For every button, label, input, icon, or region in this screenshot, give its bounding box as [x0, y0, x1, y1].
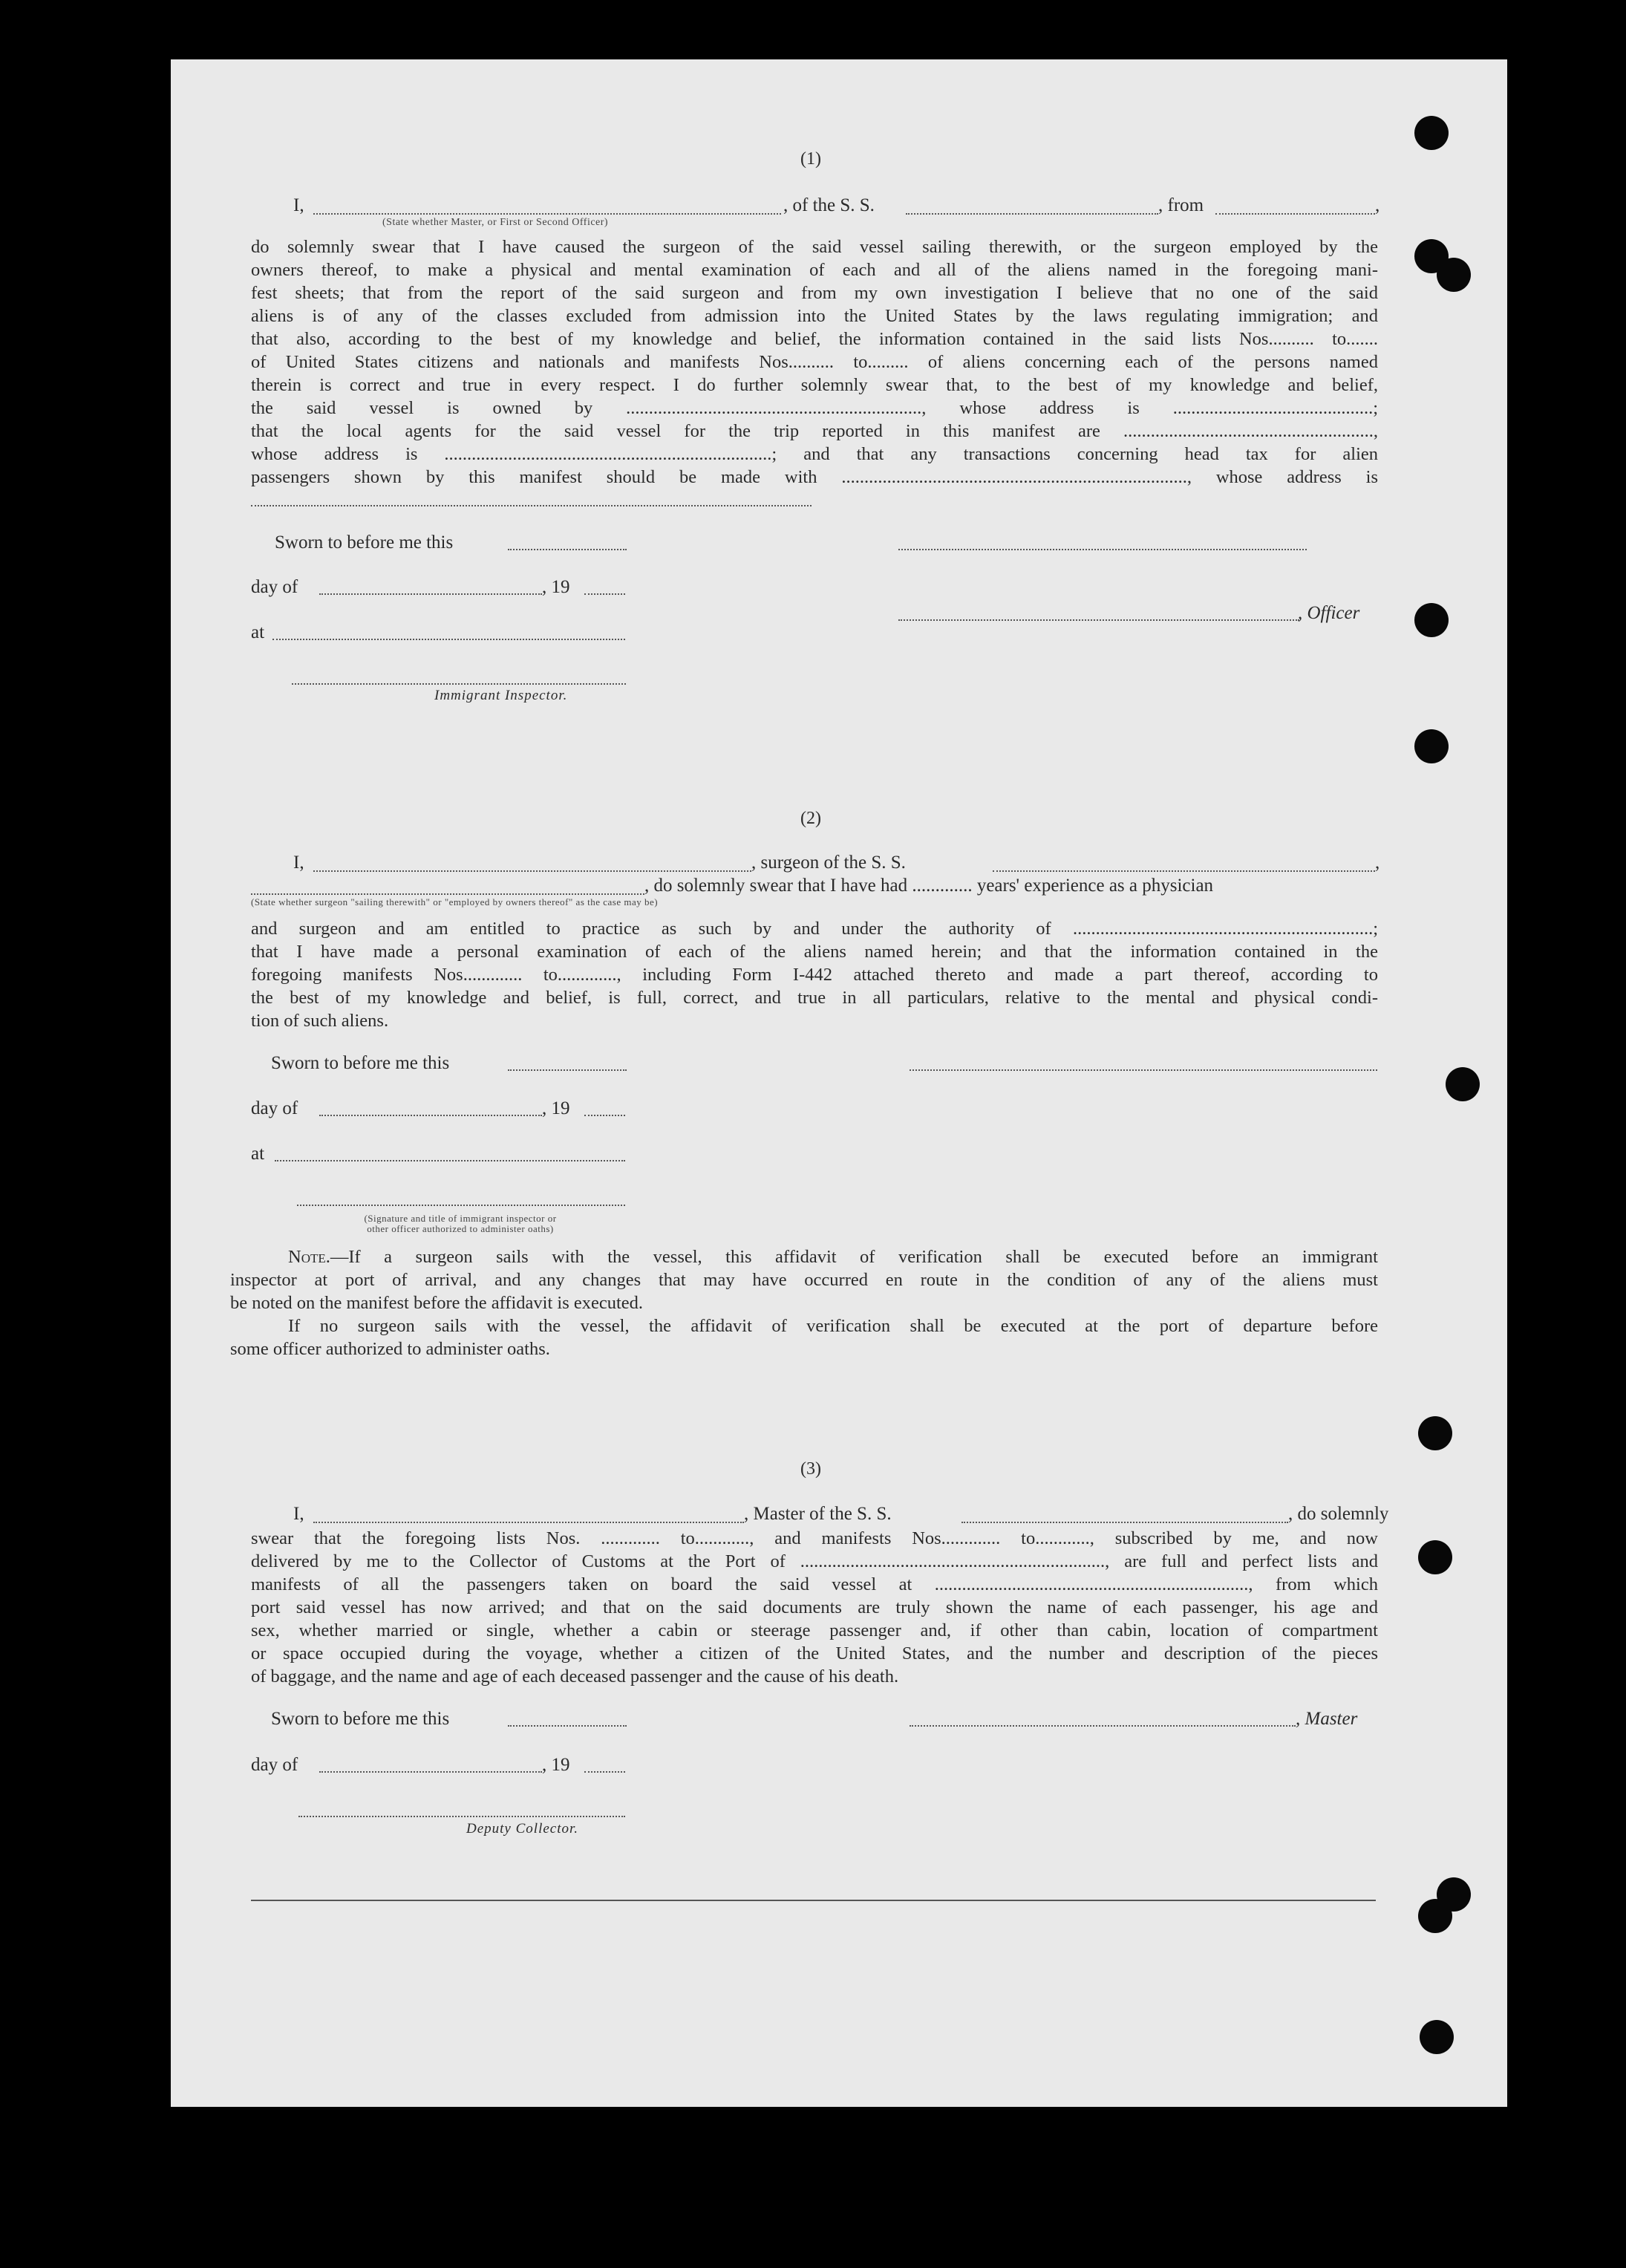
- s1-from-label: , from: [1158, 195, 1204, 215]
- s2-body-line: that I have made a personal examination of each of the aliens named herein; and that the information contained in the: [251, 942, 1378, 962]
- s3-day-of-label: day of: [251, 1755, 298, 1775]
- s1-sworn-label: Sworn to before me this: [275, 532, 454, 553]
- s1-comma: ,: [1375, 195, 1380, 215]
- s3-master-sign-label: , Master: [1296, 1709, 1358, 1729]
- punch-hole: [1414, 603, 1449, 637]
- document-sheet: [171, 59, 1507, 2107]
- s3-body-line: manifests of all the passengers taken on board the said vessel at ....................................................................., from which: [251, 1574, 1378, 1594]
- s2-body-line: tion of such aliens.: [251, 1011, 389, 1031]
- s1-from-field[interactable]: [1215, 212, 1375, 215]
- s3-body-line: sex, whether married or single, whether a cabin or steerage passenger and, if other than cabin, location of compartment: [251, 1620, 1378, 1640]
- s1-signature-field[interactable]: [898, 547, 1307, 550]
- punch-hole: [1446, 1067, 1480, 1101]
- section-1-number: (1): [800, 149, 821, 169]
- s1-inspector-signature-field[interactable]: [292, 682, 626, 685]
- punch-hole: [1420, 2020, 1454, 2054]
- s1-body-line: owners thereof, to make a physical and mental examination of each and all of the aliens named in the foregoing mani-: [251, 260, 1378, 280]
- s1-body-line: fest sheets; that from the report of the said surgeon and from my own investigation I believe that no one of the said: [251, 283, 1378, 303]
- s3-nineteen-label: , 19: [542, 1755, 570, 1775]
- s2-body-line: the best of my knowledge and belief, is full, correct, and true in all particulars, relative to the mental and physical condi-: [251, 988, 1378, 1008]
- s2-sub-note: (State whether surgeon "sailing therewith" or "employed by owners thereof" as the case may be): [251, 896, 659, 907]
- s1-body-line: passengers shown by this manifest should be made with ............................................................................, whose address is: [251, 467, 1378, 487]
- bottom-rule: [251, 1900, 1376, 1901]
- punch-hole: [1414, 729, 1449, 763]
- s2-surgeon-label: , surgeon of the S. S.: [751, 853, 906, 873]
- s3-swear-label: , do solemnly: [1288, 1504, 1389, 1524]
- s3-body-line: of baggage, and the name and age of each deceased passenger and the cause of his death.: [251, 1666, 899, 1687]
- s1-day-field[interactable]: [319, 592, 542, 595]
- s2-sig-note-line: other officer authorized to administer oaths): [367, 1223, 554, 1234]
- s1-body-line: aliens is of any of the classes excluded from admission into the United States by the laws regulating immigration; and: [251, 306, 1378, 326]
- s2-name-field[interactable]: [313, 869, 751, 872]
- s1-body-line: do solemnly swear that I have caused the surgeon of the said vessel sailing therewith, or the surgeon employed by the: [251, 237, 1378, 257]
- s1-address-field[interactable]: [251, 504, 812, 506]
- s2-year-field[interactable]: [584, 1113, 625, 1116]
- s2-day-of-label: day of: [251, 1098, 298, 1118]
- s1-nineteen-label: , 19: [542, 577, 570, 597]
- s2-note-text: —If a surgeon sails with the vessel, this affidavit of verification shall be executed before an immigrant: [330, 1247, 1378, 1267]
- s1-body-line: the said vessel is owned by ................................................................., whose address is ............................................;: [251, 398, 1378, 418]
- section-3-number: (3): [800, 1459, 821, 1479]
- s2-nineteen-label: , 19: [542, 1098, 570, 1118]
- s3-body-line: delivered by me to the Collector of Customs at the Port of ..................................................................., are full and perfect lists and: [251, 1551, 1378, 1571]
- s2-vessel-field[interactable]: [993, 869, 1375, 872]
- s1-body: [251, 235, 1378, 489]
- s2-sig-note-line: (Signature and title of immigrant inspector or: [364, 1213, 557, 1224]
- s2-inspector-signature-field[interactable]: [297, 1203, 625, 1206]
- s1-body-line: that the local agents for the said vessel for the trip reported in this manifest are .......................................................,: [251, 421, 1378, 441]
- s2-note-line-1: [230, 1245, 1378, 1268]
- s1-body-line: therein is correct and true in every respect. I do further solemnly swear that, to the best of my knowledge and belief,: [251, 375, 1378, 395]
- punch-hole: [1418, 1540, 1452, 1574]
- s2-body: [251, 917, 1378, 1032]
- s2-at-field[interactable]: [275, 1159, 625, 1161]
- punch-hole: [1418, 1416, 1452, 1450]
- s1-officer-field[interactable]: [898, 618, 1299, 621]
- s2-day-field[interactable]: [319, 1113, 542, 1116]
- s3-collector-signature-field[interactable]: [298, 1814, 625, 1817]
- s1-officer-label: , Officer: [1298, 603, 1360, 623]
- s3-sworn-field[interactable]: [508, 1724, 627, 1727]
- s1-body-line: of United States citizens and nationals and manifests Nos.......... to......... of aliens concerning each of the persons named: [251, 352, 1378, 372]
- s3-name-field[interactable]: [313, 1520, 744, 1523]
- s3-i-label: I,: [293, 1504, 304, 1524]
- s2-body-line: foregoing manifests Nos............. to............., including Form I-442 attached thereto and made a part thereof, according to: [251, 965, 1378, 985]
- s2-at-label: at: [251, 1144, 265, 1164]
- s3-sworn-label: Sworn to before me this: [271, 1709, 450, 1729]
- s3-day-field[interactable]: [319, 1770, 542, 1773]
- s3-year-field[interactable]: [584, 1770, 625, 1773]
- s3-body: [251, 1527, 1378, 1688]
- s1-body-line: whose address is ........................................................................; and that any transactions concerning head tax for alien: [251, 444, 1378, 464]
- s1-inspector-label: Immigrant Inspector.: [434, 688, 568, 703]
- punch-hole: [1437, 258, 1471, 292]
- s3-body-line: port said vessel has now arrived; and that on the said documents are truly shown the name of each passenger, his age and: [251, 1597, 1378, 1617]
- s1-at-label: at: [251, 622, 265, 642]
- s1-sub-note: (State whether Master, or First or Second Officer): [382, 217, 609, 228]
- s2-note-line: be noted on the manifest before the affidavit is executed.: [230, 1293, 644, 1313]
- s2-swear-label: , do solemnly swear that I have had ............. years' experience as a physician: [644, 876, 1214, 896]
- s3-body-line: swear that the foregoing lists Nos. ............. to............, and manifests Nos............. to............, subscribed by me, and now: [251, 1528, 1378, 1548]
- s2-sworn-label: Sworn to before me this: [271, 1053, 450, 1073]
- s3-master-signature-field[interactable]: [910, 1724, 1296, 1727]
- s2-note-line: If no surgeon sails with the vessel, the affidavit of verification shall be executed at the port of departure before: [288, 1316, 1378, 1336]
- s1-body-line: that also, according to the best of my knowledge and belief, the information contained in the said lists Nos.......... to.......: [251, 329, 1378, 349]
- s1-sworn-field[interactable]: [508, 547, 627, 550]
- s2-sig-note: [312, 1213, 609, 1234]
- s3-collector-label: Deputy Collector.: [466, 1821, 579, 1837]
- s2-note-line: some officer authorized to administer oaths.: [230, 1339, 550, 1359]
- s3-vessel-field[interactable]: [961, 1520, 1288, 1523]
- s2-body-line: and surgeon and am entitled to practice as such by and under the authority of ..................................................................;: [251, 919, 1378, 939]
- s1-i-label: I,: [293, 195, 304, 215]
- s1-at-field[interactable]: [272, 637, 625, 640]
- s2-note-line: inspector at port of arrival, and any changes that may have occurred en route in the condition of any of the aliens must: [230, 1270, 1378, 1290]
- s3-body-line: or space occupied during the voyage, whether a citizen of the United States, and the number and description of the pieces: [251, 1643, 1378, 1663]
- s1-year-field[interactable]: [584, 592, 625, 595]
- s1-vessel-field[interactable]: [906, 212, 1158, 215]
- s2-i-label: I,: [293, 853, 304, 873]
- s2-comma: ,: [1375, 853, 1380, 873]
- s2-sworn-field[interactable]: [508, 1068, 627, 1071]
- s2-note: [230, 1245, 1378, 1361]
- s3-master-label: , Master of the S. S.: [744, 1504, 892, 1524]
- section-2-number: (2): [800, 809, 821, 828]
- s1-day-of-label: day of: [251, 577, 298, 597]
- s2-note-head: Note.: [288, 1247, 330, 1267]
- s2-status-field[interactable]: [251, 892, 644, 895]
- s2-signature-field[interactable]: [910, 1068, 1377, 1071]
- punch-hole: [1414, 116, 1449, 150]
- punch-hole: [1418, 1899, 1452, 1933]
- s1-of-ss-label: , of the S. S.: [783, 195, 875, 215]
- s1-name-field[interactable]: [313, 212, 781, 215]
